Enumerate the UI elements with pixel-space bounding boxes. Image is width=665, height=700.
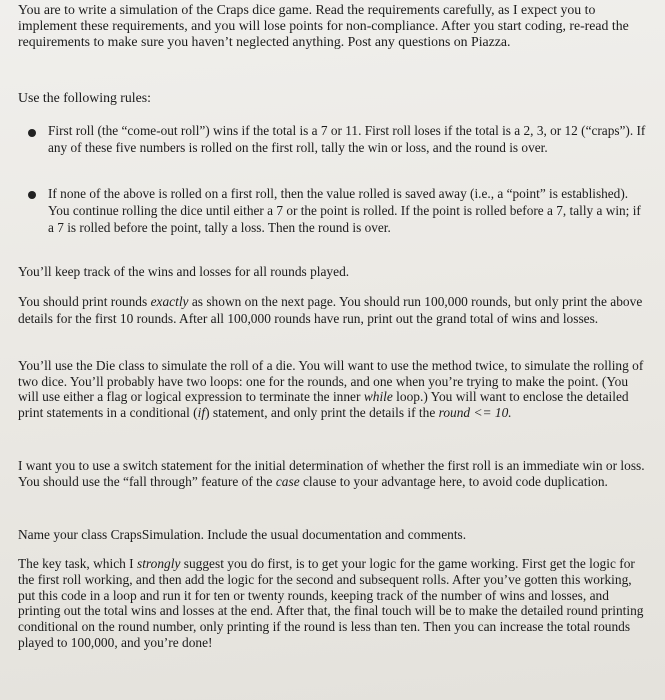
emphasis-while: while <box>363 389 393 404</box>
paragraph-text: The key task, which I <box>18 556 137 571</box>
emphasis-case: case <box>275 474 300 489</box>
paragraph-track-wins <box>18 264 651 281</box>
paragraph-text: clause to your advantage here, to avoid code duplication. <box>299 474 608 489</box>
emphasis-strongly: strongly <box>137 556 181 571</box>
rule-text: If none of the above is rolled on a first roll, then the value rolled is saved away (i.e., a “point” is established). You continue rolling the dice until either a 7 or the point is rolled. If the point is rolled before a 7, tally a win; if a 7 is rolled before the point, tally a loss. Then the round is over. <box>48 186 641 235</box>
paragraph-text: loop.) You will want to enclose the detailed print statements in a conditional ( <box>18 389 629 420</box>
paragraph-text: Name your class CrapsSimulation. Include the usual documentation and comments. <box>18 527 467 542</box>
bullet-icon <box>28 191 36 199</box>
paragraph-switch-statement <box>18 458 651 490</box>
rule-item-come-out-roll <box>48 122 649 156</box>
rules-heading-text: Use the following rules: <box>18 90 151 105</box>
intro-paragraph <box>18 2 651 50</box>
bullet-icon <box>28 129 36 137</box>
paragraph-key-task <box>18 556 651 651</box>
paragraph-class-name <box>18 527 651 544</box>
rule-item-point <box>48 185 649 236</box>
paragraph-print-rounds <box>18 294 651 327</box>
paragraph-text: You’ll use the Die class to simulate the roll of a die. You will want to use the method twice, to simulate the rolling of two dice. You’ll probably have two loops: one for the rounds, and one when you’re trying to make the point. (You will use either a flag or logical expression to terminate the inner <box>18 358 644 404</box>
paragraph-text: I want you to use a switch statement for the initial determination of whether the first roll is an immediate win or loss. You should use the “fall through” feature of the <box>18 458 645 489</box>
emphasis-exactly: exactly <box>150 294 189 309</box>
paragraph-die-class <box>18 358 651 420</box>
intro-text: You are to write a simulation of the Craps dice game. Read the requirements carefully, as I expect you to implement these requirements, and you will lose points for non-compliance. After you start coding, re-read the requirements to make sure you haven’t neglected anything. Post any questions on Piazza. <box>18 2 629 49</box>
rule-text: First roll (the “come-out roll”) wins if the total is a 7 or 11. First roll loses if the total is a 2, 3, or 12 (“craps”). If any of these five numbers is rolled on the first roll, tally the win or loss, and the round is over. <box>48 123 646 155</box>
paragraph-text: You’ll keep track of the wins and losses for all rounds played. <box>18 264 350 279</box>
rules-heading <box>18 90 651 107</box>
emphasis-round-condition: round <= 10. <box>438 404 512 420</box>
paragraph-text: ) statement, and only print the details if the <box>205 404 439 420</box>
paragraph-text: as shown on the next page. You should run 100,000 rounds, but only print the above details for the first 10 rounds. After all 100,000 rounds have run, print out the grand total of wins and losses. <box>18 294 643 326</box>
paragraph-text: You should print rounds <box>18 294 151 309</box>
emphasis-if: if <box>197 404 206 420</box>
paragraph-text: suggest you do first, is to get your logic for the game working. First get the logic for the first roll working, and then add the logic for the second and subsequent rolls. After you’ve gotten this working, put this code in a loop and run it for ten or twenty rounds, keeping track of the number of wins and losses, and printing out the total wins and losses at the end. After that, the final touch will be to make the detailed round printing conditional on the round number, only printing if the round is less than ten. Then you can increase the total rounds played to 100,000, and you’re done! <box>18 556 644 650</box>
